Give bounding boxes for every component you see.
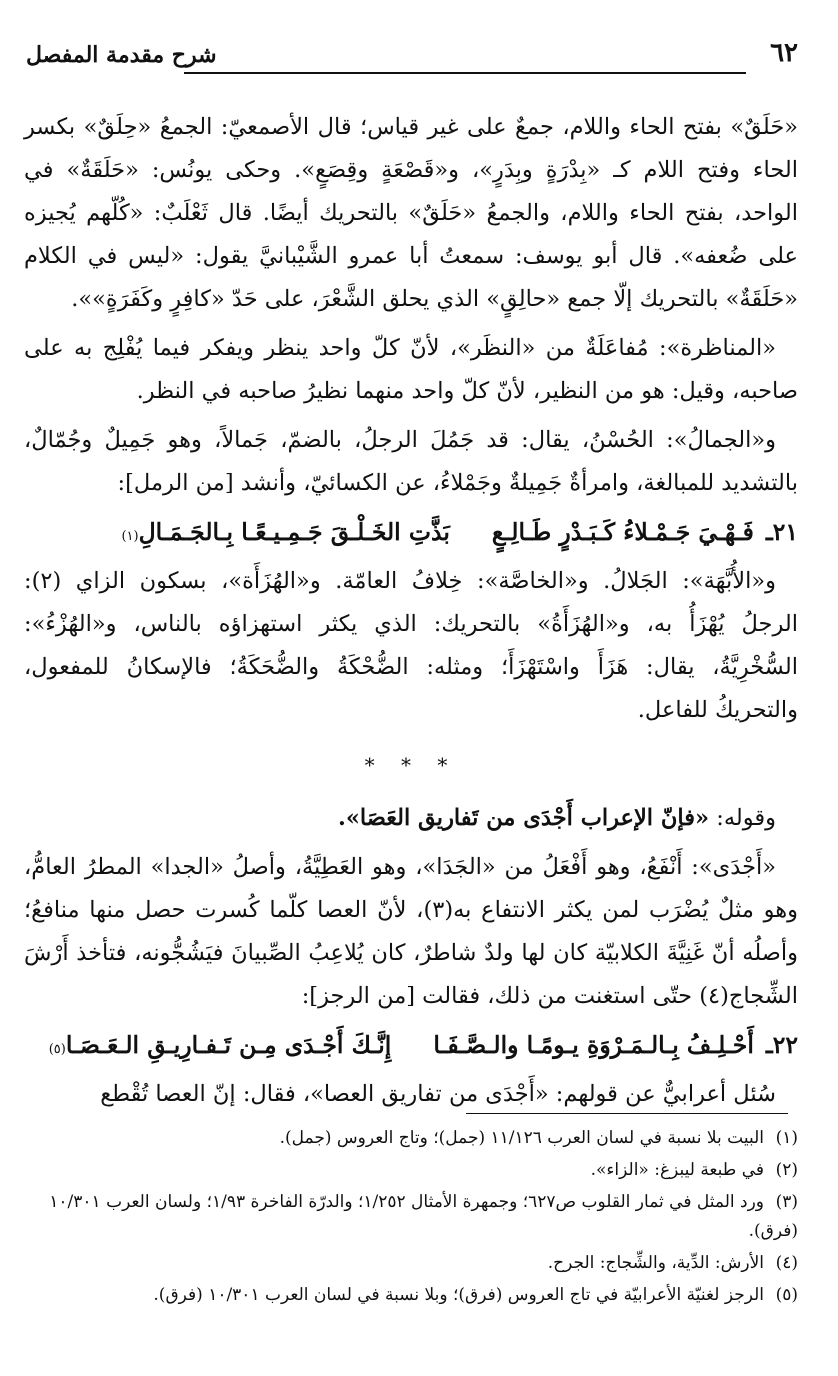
- verse-number: ٢٢ـ: [765, 1031, 798, 1059]
- paragraph: و«الأُبَّهَة»: الجَلالُ. و«الخاصَّة»: خِلافُ العامّة. و«الهُزَأَة»، بسكون الزاي (٢): الرجلُ يُهْزَأُ به، و«الهُزَأَةُ» بالتحريك: الذي يكثر استهزاؤه بالناس، و«الهُزْءُ»: السُّخْرِيَّةُ، يقال: هَزَأَ واسْتَهْزَأَ؛ ومثله: الضُّحْكَةُ والضُّحَكَةُ؛ فالإسكانُ للمفعول، والتحريكُ للفاعل.: [24, 568, 798, 723]
- verse-number: ٢١ـ: [765, 518, 798, 546]
- footnote-label: (٢): [775, 1160, 798, 1180]
- verse-22: [24, 1024, 798, 1071]
- footnote: [24, 1124, 798, 1153]
- quote-paragraph: [24, 797, 798, 840]
- footnote: [24, 1156, 798, 1185]
- footnote-label: (٥): [775, 1285, 798, 1305]
- footnote-rule: [466, 1113, 788, 1114]
- footnote-text: في طبعة ليبزغ: «الزاء».: [590, 1160, 764, 1180]
- verse-hemistich-2: بَذَّتِ الخَـلْـقَ جَـمِـيـعًـا بِـالجَـمَـالِ: [138, 518, 450, 546]
- footnote-label: (٣): [775, 1192, 798, 1212]
- header-rule: [184, 72, 746, 74]
- footnote: [24, 1281, 798, 1310]
- paragraph: «المناظرة»: مُفاعَلَةٌ من «النظَر»، لأنّ كلّ واحد ينظر ويفكر فيما يُفْلِج به على صاحبه، وقيل: هو من النظير، لأنّ كلّ واحد منهما نظيرُ صاحبه في النظر.: [24, 335, 798, 404]
- paragraph: و«الجمالُ»: الحُسْنُ، يقال: قد جَمُلَ الرجلُ، بالضمّ، جَمالاً، وهو جَمِيلٌ وجُمّالٌ، بالتشديد للمبالغة، وامرأةٌ جَمِيلةٌ وجَمْلاءُ، عن الكسائيّ، وأنشد [من الرمل]:: [24, 427, 798, 496]
- footnote-ref: (٥): [48, 1042, 66, 1057]
- footnote: [24, 1188, 798, 1246]
- quote-intro: وقوله:: [709, 805, 776, 831]
- paragraph: سُئل أعرابيٌّ عن قولهم: «أَجْدَى من تفاريق العصا»، فقال: إنّ العصا تُقْطع: [100, 1081, 776, 1107]
- verse-hemistich-1: أَحْـلِـفُ بِـالـمَـرْوَةِ يـومًـا والـصَّـفَـا: [433, 1031, 754, 1059]
- footnote-text: البيت بلا نسبة في لسان العرب ١١/١٢٦ (جمل)؛ وتاج العروس (جمل).: [279, 1128, 764, 1148]
- running-title: شرح مقدمة المفصل: [26, 42, 217, 68]
- footnote-text: ورد المثل في ثمار القلوب ص٦٢٧؛ وجمهرة الأمثال ١/٢٥٢؛ والدرّة الفاخرة ١/٩٣؛ ولسان العرب ١٠/٣٠١ (فرق).: [49, 1192, 798, 1241]
- verse-21: [24, 511, 798, 558]
- footnote-text: الأرش: الدِّية، والشِّجاج: الجرح.: [547, 1253, 764, 1273]
- page-header: [26, 38, 798, 88]
- section-separator: * * *: [364, 753, 458, 777]
- verse-hemistich-2: إِنَّـكَ أَجْـدَى مِـن تَـفـارِيـقِ الـعَـصَـا: [65, 1031, 392, 1059]
- quoted-saying: «فإنّ الإعراب أَجْدَى من تَفاريق العَصَا».: [337, 805, 710, 831]
- footnote-text: الرجز لغنيّة الأعرابيّة في تاج العروس (فرق)؛ وبلا نسبة في لسان العرب ١٠/٣٠١ (فرق).: [153, 1285, 764, 1305]
- footnotes: [24, 1124, 798, 1313]
- verse-hemistich-1: فَـهْـيَ جَـمْـلاءُ كَـبَـدْرٍ طَـالِـعٍ: [491, 518, 754, 546]
- footnote-label: (١): [775, 1128, 798, 1148]
- main-text: [24, 106, 798, 1122]
- footnote-label: (٤): [775, 1253, 798, 1273]
- page-number: ٦٢: [770, 38, 798, 68]
- footnote-ref: (١): [121, 529, 139, 544]
- paragraph: «أَجْدَى»: أَنْفَعُ، وهو أَفْعَلُ من «الجَدَا»، وهو العَطِيَّةُ، وأصلُ «الجدا» المطرُ العامُّ، وهو مثلٌ يُضْرَب لمن يكثر الانتفاع به(٣)، لأنّ العصا كلّما كُسرت حصل منها منافعُ؛ وأصلُه أنّ غَنِيَّةَ الكلابيّة كان لها ولدٌ شاطرٌ، كان يُلاعِبُ الصِّبيانَ فيَشُجُّونه، فتأخذ أَرْشَ الشِّجاج(٤) حتّى استغنت من ذلك، فقالت [من الرجز]:: [24, 854, 798, 1009]
- footnote: [24, 1249, 798, 1278]
- paragraph: «حَلَقٌ» بفتح الحاء واللام، جمعٌ على غير قياس؛ قال الأصمعيّ: الجمعُ «حِلَقٌ» بكسر الحاء وفتح اللام كـ «بِدْرَةٍ وبِدَرٍ»، و«قَصْعَةٍ وقِصَعٍ». وحكى يونُس: «حَلَقَةٌ» في الواحد، بفتح الحاء واللام، والجمعُ «حَلَقٌ» بالتحريك أيضًا. قال ثَعْلَبٌ: «كُلّهم يُجيزه على ضُعفه». قال أبو يوسف: سمعتُ أبا عمرو الشَّيْبانيَّ يقول: «ليس في الكلام «حَلَقَةٌ» بالتحريك إلّا جمع «حالِقٍ» الذي يحلق الشَّعْرَ، على حَدّ «كافِرٍ وكَفَرَةٍ»».: [24, 114, 798, 312]
